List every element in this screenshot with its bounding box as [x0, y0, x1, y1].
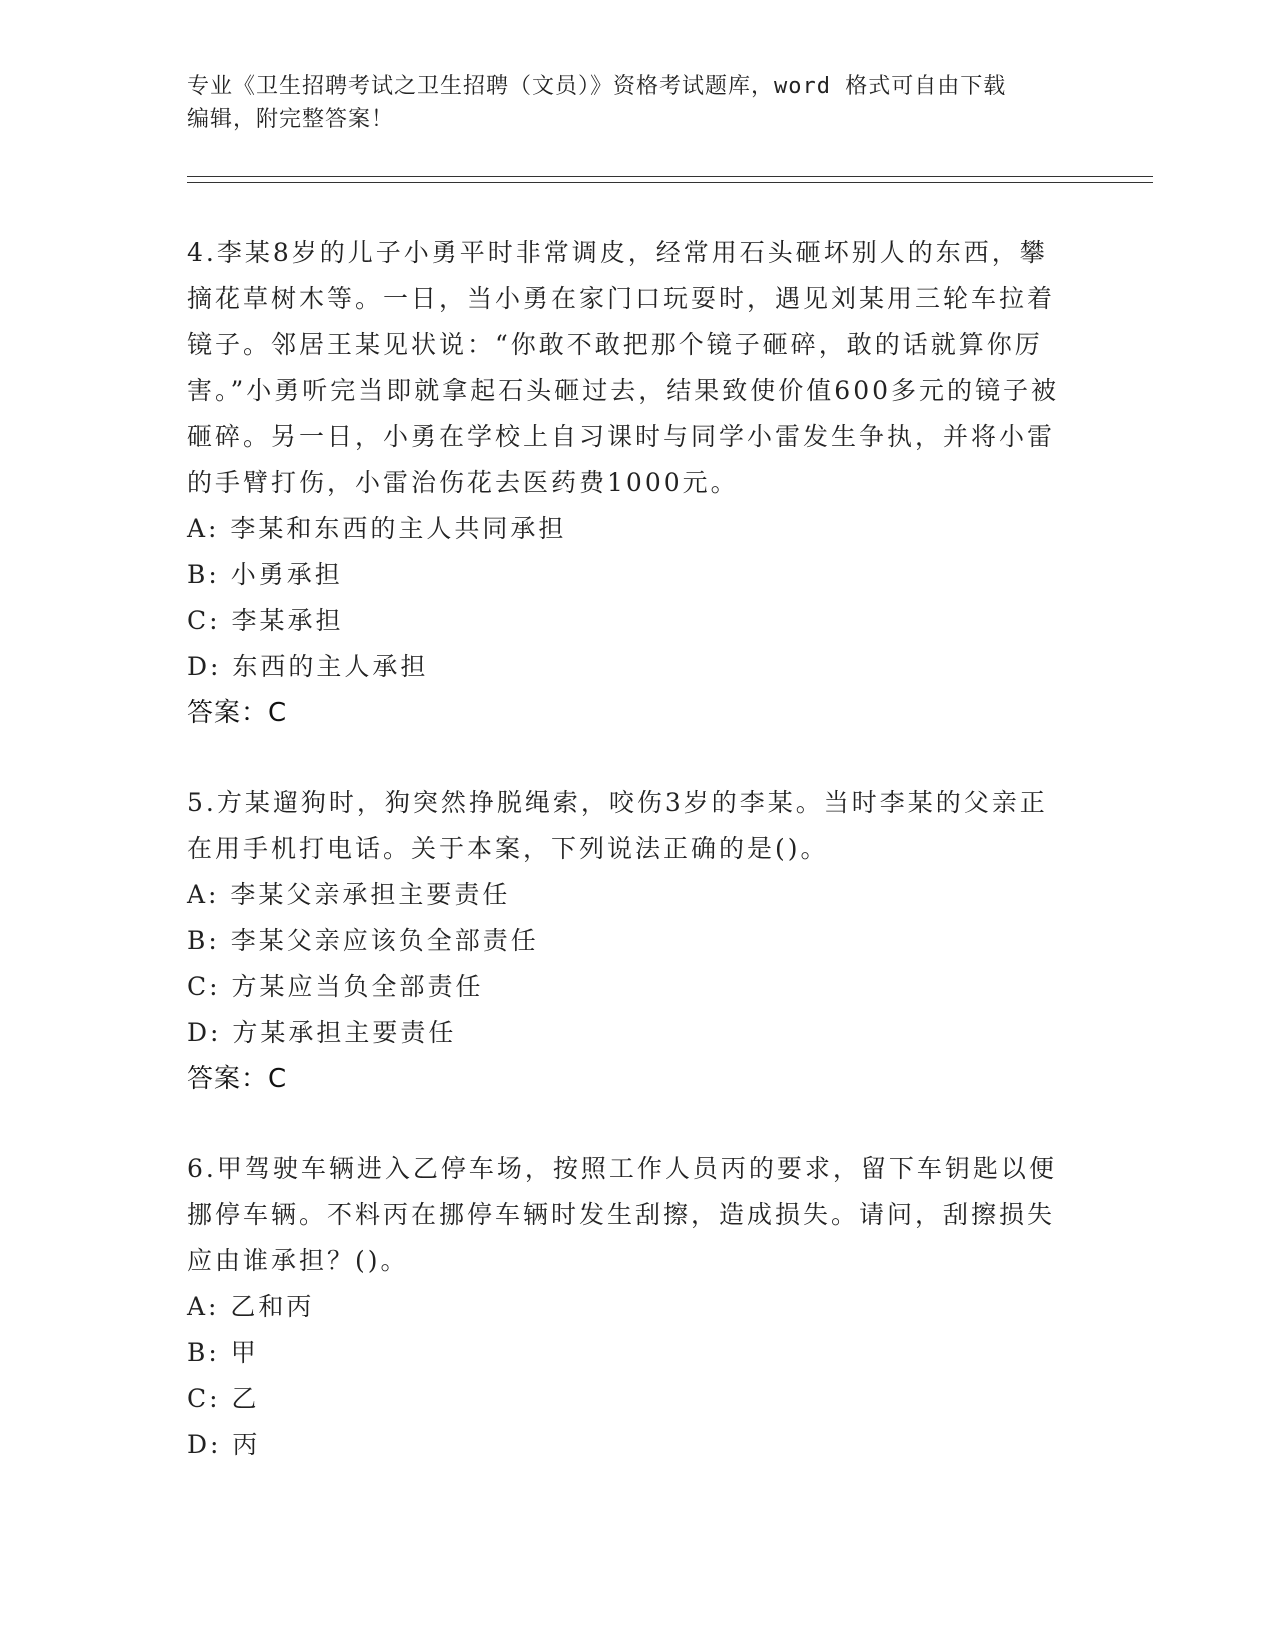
option-a: A: 李某和东西的主人共同承担: [187, 514, 567, 543]
answer-text: 答案：C: [187, 698, 288, 728]
option-d: D: 丙: [187, 1430, 261, 1459]
option-b: B: 甲: [187, 1338, 259, 1367]
option-d: D: 方某承担主要责任: [187, 1018, 457, 1047]
option-a: A: 李某父亲承担主要责任: [187, 880, 511, 909]
header-line-1: 专业《卫生招聘考试之卫生招聘（文员）》资格考试题库，word 格式可自由下载: [187, 74, 1007, 99]
option-b: B: 小勇承担: [187, 560, 343, 589]
question-block-4: [187, 230, 1067, 736]
option-d: D: 东西的主人承担: [187, 652, 429, 681]
option-c: C: 李某承担: [187, 606, 344, 635]
option-b: B: 李某父亲应该负全部责任: [187, 926, 539, 955]
question-list: [187, 230, 1067, 1512]
option-c: C: 方某应当负全部责任: [187, 972, 484, 1001]
header-divider-bottom: [187, 182, 1153, 183]
question-text: 5.方某遛狗时，狗突然挣脱绳索，咬伤3岁的李某。当时李某的父亲正在用手机打电话。关于本案，下列说法正确的是()。: [187, 788, 1048, 863]
question-block-5: [187, 780, 1067, 1102]
option-a: A: 乙和丙: [187, 1292, 315, 1321]
header-line-2: 编辑，附完整答案！: [187, 107, 395, 132]
question-text: 4.李某8岁的儿子小勇平时非常调皮，经常用石头砸坏别人的东西，攀摘花草树木等。一日，当小勇在家门口玩耍时，遇见刘某用三轮车拉着镜子。邻居王某见状说：“你敢不敢把那个镜子砸碎，敢的话就算你厉害。”小勇听完当即就拿起石头砸过去，结果致使价值600多元的镜子被砸碎。另一日，小勇在学校上自习课时与同学小雷发生争执，并将小雷的手臂打伤，小雷治伤花去医药费1000元。: [187, 238, 1060, 497]
question-text: 6.甲驾驶车辆进入乙停车场，按照工作人员丙的要求，留下车钥匙以便挪停车辆。不料丙在挪停车辆时发生刮擦，造成损失。请问，刮擦损失应由谁承担？()。: [187, 1154, 1057, 1275]
document-header: [187, 70, 1087, 136]
option-c: C: 乙: [187, 1384, 260, 1413]
header-divider-top: [187, 176, 1153, 177]
question-block-6: [187, 1146, 1067, 1468]
answer-text: 答案：C: [187, 1064, 288, 1094]
